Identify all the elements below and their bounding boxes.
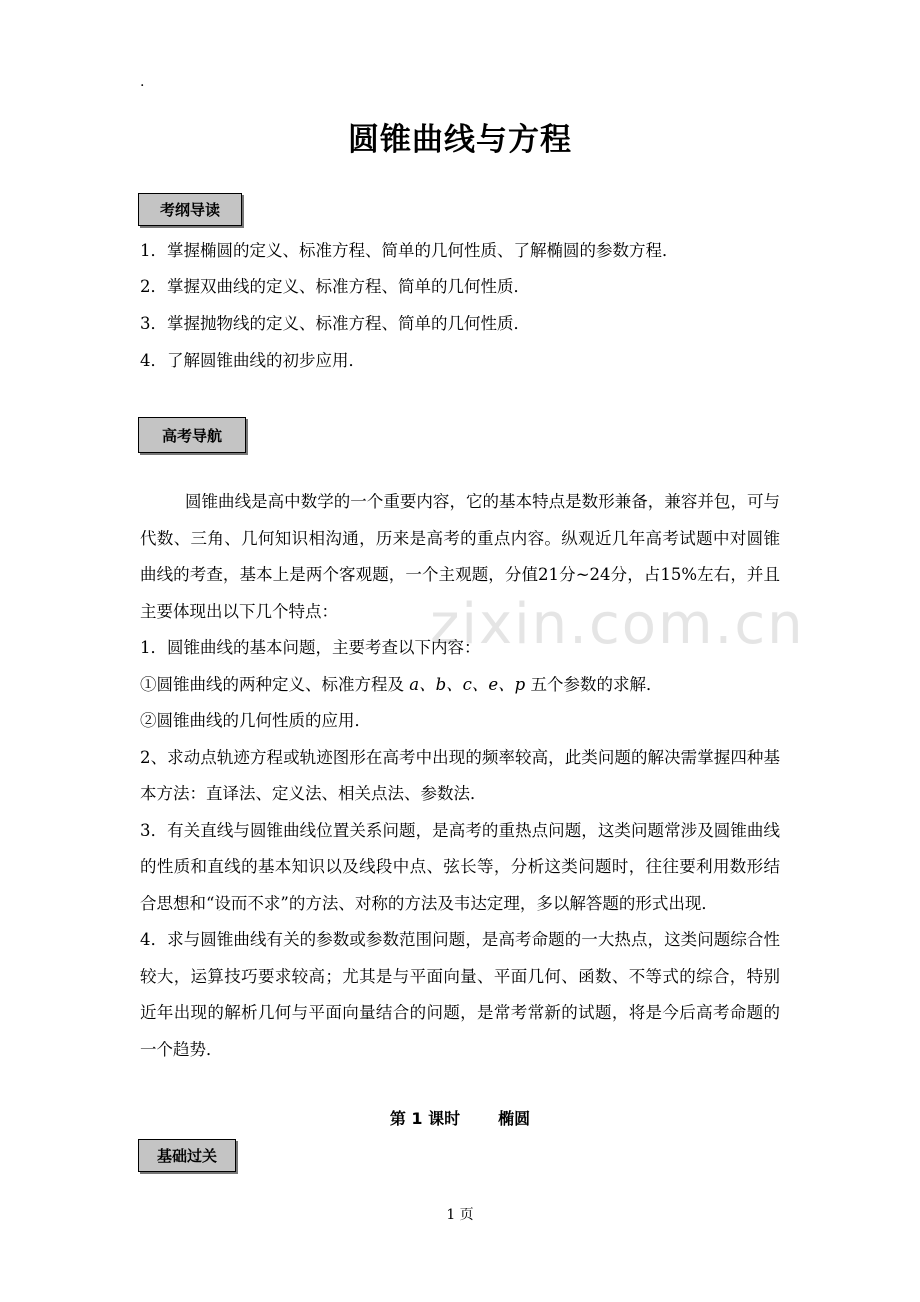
guide-point-1: 1．圆锥曲线的基本问题，主要考查以下内容：: [140, 638, 481, 657]
syllabus-item-4: 4．了解圆锥曲线的初步应用．: [140, 351, 365, 370]
syllabus-item-1: 1．掌握椭圆的定义、标准方程、简单的几何性质、了解椭圆的参数方程．: [140, 241, 679, 260]
section-label-guide: 高考导航: [138, 417, 246, 453]
guide-point-1a: [140, 667, 780, 704]
section-label-basics: 基础过关: [138, 1139, 236, 1172]
syllabus-item-2: 2．掌握双曲线的定义、标准方程、简单的几何性质．: [140, 277, 530, 296]
section-label-syllabus: 考纲导读: [138, 193, 242, 226]
lesson-topic: 椭圆: [498, 1109, 531, 1128]
parameter-list: a、b、c、e、p: [404, 674, 531, 694]
page-number: 1 页: [446, 1207, 474, 1223]
guide-point-1a-post: 五个参数的求解．: [530, 674, 663, 694]
guide-point-2: 2、求动点轨迹方程或轨迹图形在高考中出现的频率较高，此类问题的解决需掌握四种基本方法：直译法、定义法、相关点法、参数法．: [140, 747, 780, 803]
guide-point-1b: ②圆锥曲线的几何性质的应用．: [140, 711, 371, 730]
lesson-heading: [0, 1106, 920, 1129]
watermark: zixin.com.cn: [430, 592, 805, 657]
guide-body: [140, 484, 780, 1068]
syllabus-item-3: 3．掌握抛物线的定义、标准方程、简单的几何性质．: [140, 314, 530, 333]
guide-point-3: 3．有关直线与圆锥曲线位置关系问题，是高考的重热点问题，这类问题常涉及圆锥曲线的性质和直线的基本知识以及线段中点、弦长等，分析这类问题时，往往要利用数形结合思想和“设而不求”的方法、对称的方法及韦达定理，多以解答题的形式出现．: [140, 820, 780, 913]
guide-point-4: 4．求与圆锥曲线有关的参数或参数范围问题，是高考命题的一大热点，这类问题综合性较大，运算技巧要求较高；尤其是与平面向量、平面几何、函数、不等式的综合，特别近年出现的解析几何与平面向量结合的问题，是常考常新的试题，将是今后高考命题的一个趋势．: [140, 930, 780, 1059]
guide-intro: 圆锥曲线是高中数学的一个重要内容，它的基本特点是数形兼备，兼容并包，可与代数、三角、几何知识相沟通，历来是高考的重点内容。纵观近几年高考试题中对圆锥曲线的考查，基本上是两个客观题，一个主观题，分值21分~24分，占15%左右，并且主要体现出以下几个特点：: [140, 492, 780, 621]
page-title: 圆锥曲线与方程: [348, 122, 572, 158]
lesson-number: 第 1 课时: [389, 1109, 461, 1128]
stray-dot: .: [140, 74, 145, 90]
guide-point-1a-pre: ①圆锥曲线的两种定义、标准方程及: [140, 674, 404, 694]
